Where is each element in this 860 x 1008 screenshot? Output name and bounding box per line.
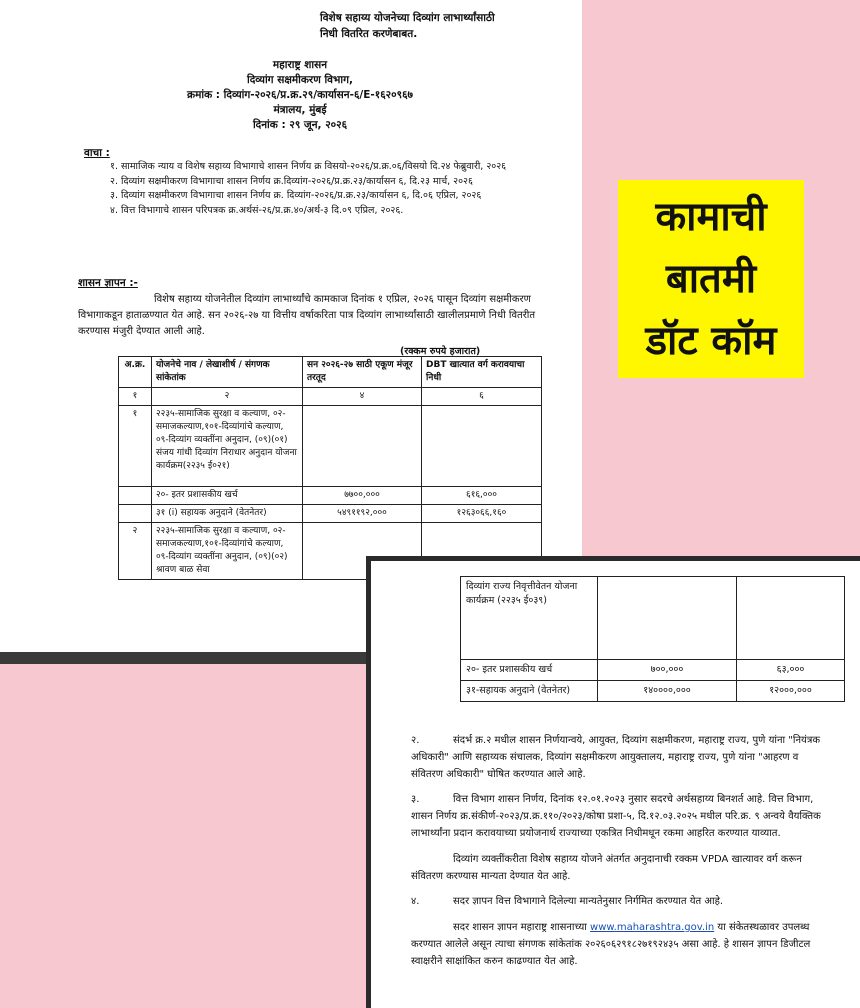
header-scheme: योजनेचे नाव / लेखाशीर्ष / संगणक सांकेतांक — [152, 357, 303, 388]
amount-unit-note: (रक्कम रुपये हजारात) — [400, 346, 481, 357]
header-dbt: DBT खात्यात वर्ग करावयाचा निधी — [422, 357, 542, 388]
badge-line: डॉट कॉम — [645, 318, 777, 364]
paragraph: ४. सदर ज्ञापन वित्त विभागाने दिलेल्या मान्यतेनुसार निर्गमित करण्यात येत आहे. — [411, 896, 724, 908]
paragraph: सदर शासन ज्ञापन महाराष्ट्र शासनाच्या www.maharashtra.gov.in या संकेतस्थळावर उपलब्ध करण्यात आलेले असून त्याचा संगणक सांकेतांक २०२६०६२९१८२७१९२४३५ असा आहे. हे शासन ज्ञापन डिजीटल स्वाक्षरीने साक्षांकित करुन काढण्यात येत आहे. — [411, 922, 811, 967]
reference-item: १. सामाजिक न्याय व विशेष सहाय्य विभागाचे शासन निर्णय क्र विसयो-२०२६/प्र.क्र.०६/विसयो दि.२४ फेब्रुवारी, २०२६ — [110, 161, 507, 172]
reference-item: ३. दिव्यांग सक्षमीकरण विभागाचा शासन निर्णय क्र. दिव्यांग-२०२६/प्र.क्र.२३/कार्यासन ६, दि.०६ एप्रिल, २०२६ — [110, 190, 482, 202]
subject-line: विशेष सहाय्य योजनेच्या दिव्यांग लाभार्थ्यांसाठी निधी वितरित करणेबाबत. — [320, 12, 495, 40]
paragraph: ३. वित्त विभाग शासन निर्णय, दिनांक १२.०१.२०२३ नुसार सदरचे अर्थसहाय्य बिनशर्त आहे. वित्त विभाग, शासन निर्णय क्र.संकीर्ण-२०२३/प्र.क्र.११०/२०२३/कोषा प्रशा-५, दि.१२.०३.२०२५ मधील परि.क्र. ९ अन्वये वैयक्तिक लाभार्थ्यांना प्रदान करावयाच्या प्रयोजनार्थ राज्याच्या एकत्रित निधीमधून रकमा आहरित करण्यात याव्यात. — [411, 794, 821, 839]
memo-paragraph: विशेष सहाय्य योजनेतील दिव्यांग लाभार्थ्यांचे कामकाज दिनांक १ एप्रिल, २०२६ पासून दिव्यांग सक्षमीकरण विभागाकडून हाताळण्यात येत आहे. सन २०२६-२७ या वित्तीय वर्षाकरिता पात्र दिव्यांग लाभार्थ्यांसाठी खालीलप्रमाणे निधी वितरीत करण्यास मंजुरी देण्यात आली आहे. — [78, 294, 536, 337]
document-page-2 — [371, 561, 860, 1008]
table-row: दिव्यांग राज्य निवृत्तीवेतन योजना कार्यक्रम (२२३५ ई०३९) — [461, 577, 845, 660]
government-name: महाराष्ट्र शासन — [272, 59, 328, 71]
order-number: क्रमांक : दिव्यांग-२०२६/प्र.क्र.२९/कार्यासन-६/E-१६२०९६७ — [187, 89, 413, 101]
order-date: दिनांक : २९ जून, २०२६ — [252, 119, 348, 131]
table-row: २ २२३५-सामाजिक सुरक्षा व कल्याण, ०२-समाजकल्याण,१०१-दिव्यांगांचे कल्याण, ०९-दिव्यांग व्यक्तींना अनुदान, (०९)(०२) श्रावण बाळ सेवा — [119, 523, 542, 580]
header-sr: अ.क्र. — [119, 357, 152, 388]
table-row: २०- इतर प्रशासकीय खर्च ७७००,००० ६१६,००० — [119, 487, 542, 505]
brand-badge — [618, 180, 804, 378]
references-label: वाचा : — [84, 147, 110, 159]
badge-line: बातमी — [665, 256, 757, 302]
memo-label: शासन ज्ञापन :- — [78, 277, 138, 289]
table-header-row — [119, 357, 542, 388]
fund-table-continued — [460, 576, 845, 702]
paragraph: दिव्यांग व्यक्तींकरीता विशेष सहाय्य योजने अंतर्गत अनुदानाची रक्कम VPDA खात्यावर वर्ग करून संवितरण करण्यास मान्यता देण्यात येत आहे. — [411, 853, 802, 882]
memo-paragraphs — [411, 733, 831, 980]
place: मंत्रालय, मुंबई — [273, 104, 327, 116]
table-row: २०- इतर प्रशासकीय खर्च ७००,००० ६३,००० — [461, 660, 845, 681]
header-sanctioned: सन २०२६-२७ साठी एकूण मंजूर तरतूद — [303, 357, 422, 388]
reference-item: २. दिव्यांग सक्षमीकरण विभागाचा शासन निर्णय क्र.दिव्यांग-२०२६/प्र.क्र.२३/कार्यासन ६, दि.२३ मार्च, २०२६ — [110, 175, 473, 187]
fund-table — [118, 356, 542, 580]
government-header — [120, 58, 480, 133]
table-row: १ २२३५-सामाजिक सुरक्षा व कल्याण, ०२-समाजकल्याण,१०१-दिव्यांगांचे कल्याण, ०९-दिव्यांग व्यक्तींना अनुदान, (०९)(०१) संजय गांधी दिव्यांग निराधार अनुदान योजना कार्यक्रम(२२३५ ई०२१) — [119, 406, 542, 487]
department-name: दिव्यांग सक्षमीकरण विभाग, — [246, 74, 354, 86]
badge-line: कामाची — [655, 194, 767, 240]
table-row: ३१ (i) सहायक अनुदाने (वेतनेतर) ५४९११९२,००० १२६३०६६,१६० — [119, 505, 542, 523]
table-row: ३१-सहायक अनुदाने (वेतनेतर) १४००००,००० १२०००,००० — [461, 681, 845, 702]
document-page-1 — [0, 0, 582, 652]
references-list — [110, 160, 542, 218]
website-link[interactable]: www.maharashtra.gov.in — [590, 922, 715, 934]
paragraph: २. संदर्भ क्र.२ मधील शासन निर्णयान्वये, आयुक्त, दिव्यांग सक्षमीकरण, महाराष्ट्र राज्य, पुणे यांना "नियंत्रक अधिकारी" आणि सहाय्यक संचालक, दिव्यांग सक्षमीकरण आयुक्तालय, महाराष्ट्र राज्य, पुणे यांना "आहरण व संवितरण अधिकारी" घोषित करण्यात आले आहे. — [411, 735, 821, 780]
column-number-row: १ २ ४ ६ — [119, 388, 542, 406]
reference-item: ४. वित्त विभागाचे शासन परिपत्रक क्र.अर्थसं-२६/प्र.क्र.४०/अर्थ-३ दि.०९ एप्रिल, २०२६. — [110, 204, 404, 216]
